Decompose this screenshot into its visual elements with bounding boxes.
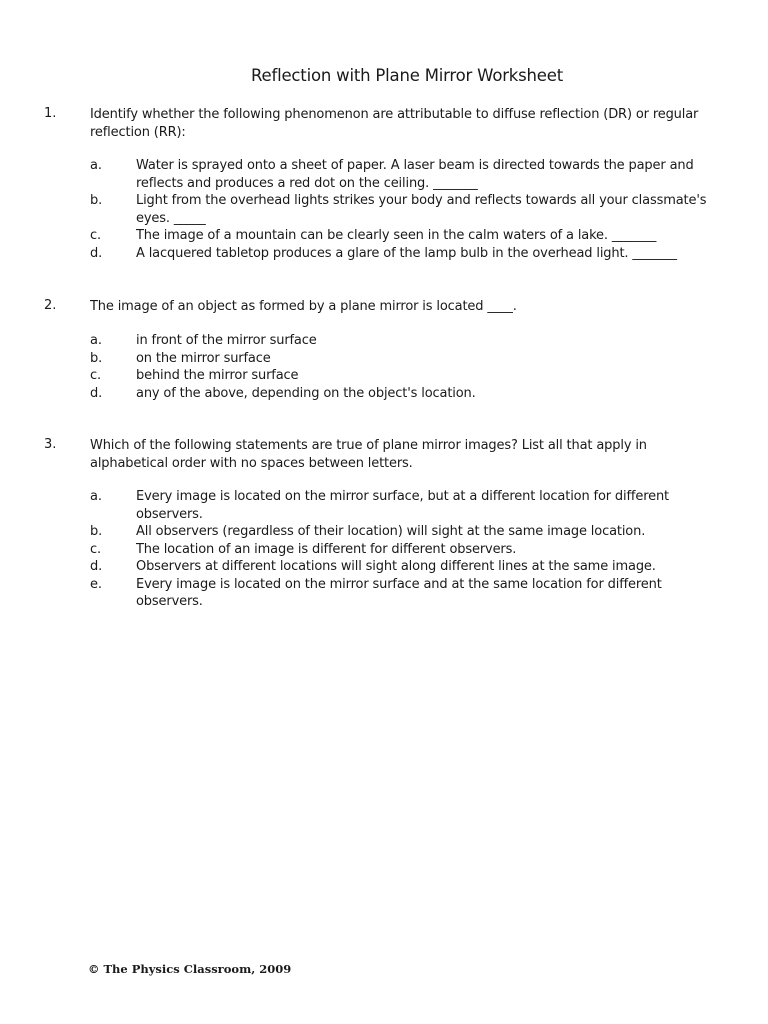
option-text: All observers (regardless of their location) will sight at the same image location. [136,524,646,539]
option-3c [0,541,768,559]
question-1-options [0,157,768,262]
option-letter: c. [90,228,101,243]
option-letter: c. [90,541,101,557]
option-text: Every image is located on the mirror surface, but at a different location for different observers. [136,489,669,522]
option-text: any of the above, depending on the object's location. [136,385,476,401]
option-letter: a. [90,158,102,173]
option-1a [0,157,768,192]
option-3a [0,488,768,523]
option-2c [0,367,768,385]
option-text: in front of the mirror surface [136,333,317,348]
option-letter: a. [90,333,102,348]
option-text: Every image is located on the mirror surface and at the same location for different observers. [136,576,662,609]
option-text: behind the mirror surface [136,368,299,383]
option-text: The image of a mountain can be clearly seen in the calm waters of a lake. _______ [136,228,657,243]
option-text: The location of an image is different for different observers. [136,541,517,557]
option-letter: d. [90,559,103,574]
option-3b [0,523,768,541]
option-letter: d. [90,245,103,261]
option-letter: d. [90,385,103,401]
option-1c [0,227,768,245]
question-3-options [0,488,768,611]
option-letter: e. [90,576,102,592]
page-title: Reflection with Plane Mirror Worksheet [251,66,563,85]
option-text: on the mirror surface [136,350,271,366]
question-2-options [0,332,768,402]
option-letter: b. [90,350,103,366]
copyright-footer: © The Physics Classroom, 2009 [88,962,292,976]
option-2d [0,385,768,403]
option-letter: a. [90,489,102,504]
question-text: Identify whether the following phenomenon are attributable to diffuse reflection (DR) or regular reflection (RR): [90,107,699,140]
option-text: Water is sprayed onto a sheet of paper. A laser beam is directed towards the paper and reflects and produces a red dot on the ceiling. _______ [136,158,694,191]
option-2a [0,332,768,350]
option-text: Light from the overhead lights strikes your body and reflects towards all your classmate's eyes. _____ [136,193,707,226]
option-3d [0,558,768,576]
question-number: 1. [44,106,57,121]
option-1d [0,245,768,263]
option-text: A lacquered tabletop produces a glare of the lamp bulb in the overhead light. _______ [136,245,677,261]
question-number: 3. [44,437,57,452]
option-1b [0,192,768,227]
question-number: 2. [44,298,57,313]
question-text: The image of an object as formed by a plane mirror is located ____. [90,299,517,314]
option-letter: b. [90,193,103,208]
option-letter: b. [90,524,103,539]
question-text: Which of the following statements are true of plane mirror images? List all that apply in alphabetical order with no spaces between letters. [90,438,647,471]
option-letter: c. [90,368,101,383]
option-3e [0,576,768,611]
option-2b [0,350,768,368]
option-text: Observers at different locations will sight along different lines at the same image. [136,559,656,574]
